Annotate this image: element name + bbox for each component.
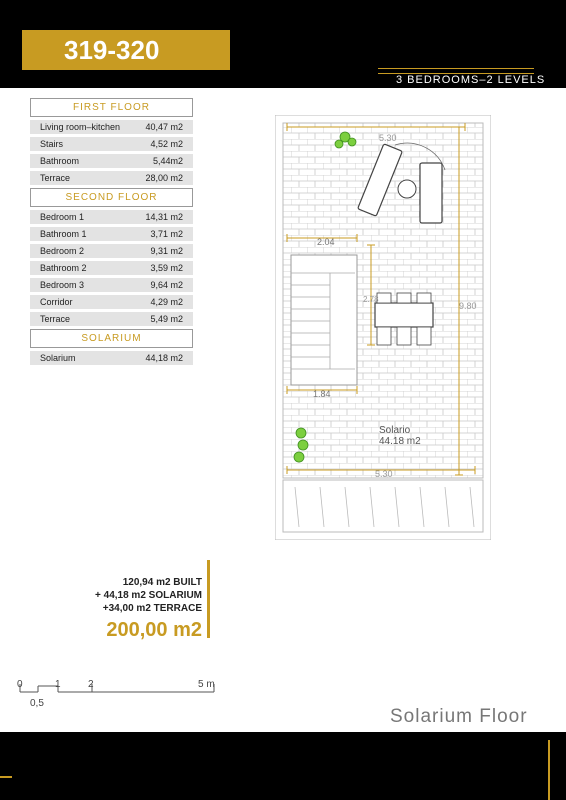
scale-label-5m: 5 m <box>198 679 215 690</box>
dim-left-upper: 2.04 <box>317 237 335 247</box>
dining-table-icon <box>375 293 433 345</box>
area-row <box>30 278 193 292</box>
floor-name: Solarium Floor <box>390 706 528 727</box>
area-value: 40,47 m2 <box>145 122 183 132</box>
totals-block <box>50 576 202 642</box>
areas-table <box>30 98 193 368</box>
footer-band <box>0 732 566 800</box>
area-value: 4,52 m2 <box>150 139 183 149</box>
scale-label-2: 2 <box>88 679 94 690</box>
area-label: Bedroom 1 <box>40 212 85 222</box>
area-row <box>30 351 193 365</box>
footer-accent-horizontal <box>0 776 12 778</box>
area-label: Solarium <box>40 353 76 363</box>
footer-accent-vertical <box>548 740 550 800</box>
first-floor-title: FIRST FLOOR <box>30 98 193 117</box>
unit-number-badge <box>22 30 230 70</box>
area-label: Living room–kitchen <box>40 122 121 132</box>
area-row <box>30 244 193 258</box>
total-area: 200,00 m2 <box>106 619 202 641</box>
area-label: Bedroom 3 <box>40 280 85 290</box>
area-value: 28,00 m2 <box>145 173 183 183</box>
solarium-area: + 44,18 m2 SOLARIUM <box>95 590 202 601</box>
area-row <box>30 210 193 224</box>
area-row <box>30 312 193 326</box>
solarium-floor-plan <box>275 115 491 540</box>
area-value: 3,59 m2 <box>150 263 183 273</box>
area-label: Bathroom 1 <box>40 229 87 239</box>
area-label: Bathroom <box>40 156 80 166</box>
area-row <box>30 261 193 275</box>
built-area: 120,94 m2 BUILT <box>122 577 202 588</box>
scale-label-1: 1 <box>55 679 61 690</box>
dim-top: 5.30 <box>379 133 397 143</box>
area-value: 44,18 m2 <box>145 353 183 363</box>
dim-bottom: 5.30 <box>375 469 393 479</box>
scale-bar <box>14 676 224 716</box>
area-label: Stairs <box>40 139 64 149</box>
area-row <box>30 295 193 309</box>
area-label: Terrace <box>40 314 71 324</box>
unit-number: 319-320 <box>64 34 160 65</box>
solarium-title: SOLARIUM <box>30 329 193 348</box>
area-label: Bedroom 2 <box>40 246 85 256</box>
dim-center: 2.78 <box>363 295 379 304</box>
scale-label-0: 0 <box>17 679 23 690</box>
area-row <box>30 120 193 134</box>
area-value: 3,71 m2 <box>150 229 183 239</box>
area-value: 4,29 m2 <box>150 297 183 307</box>
area-label: Terrace <box>40 173 71 183</box>
unit-subtitle: 3 BEDROOMS–2 LEVELS <box>396 74 546 86</box>
area-label: Corridor <box>40 297 73 307</box>
area-value: 5,44m2 <box>152 156 183 166</box>
area-value: 14,31 m2 <box>145 212 183 222</box>
area-value: 9,31 m2 <box>150 246 183 256</box>
area-value: 5,49 m2 <box>150 314 183 324</box>
totals-accent-bar <box>207 560 210 638</box>
area-row <box>30 171 193 185</box>
area-row <box>30 154 193 168</box>
room-label: Solario <box>379 425 411 436</box>
dim-right: 9.80 <box>459 301 477 311</box>
area-row <box>30 137 193 151</box>
area-label: Bathroom 2 <box>40 263 87 273</box>
second-floor-title: SECOND FLOOR <box>30 188 193 207</box>
room-area: 44.18 m2 <box>379 436 421 447</box>
terrace-area: +34,00 m2 TERRACE <box>102 603 202 614</box>
area-value: 9,64 m2 <box>150 280 183 290</box>
scale-label-half: 0,5 <box>30 698 44 709</box>
area-row <box>30 227 193 241</box>
dim-left-lower: 1.84 <box>313 389 331 399</box>
